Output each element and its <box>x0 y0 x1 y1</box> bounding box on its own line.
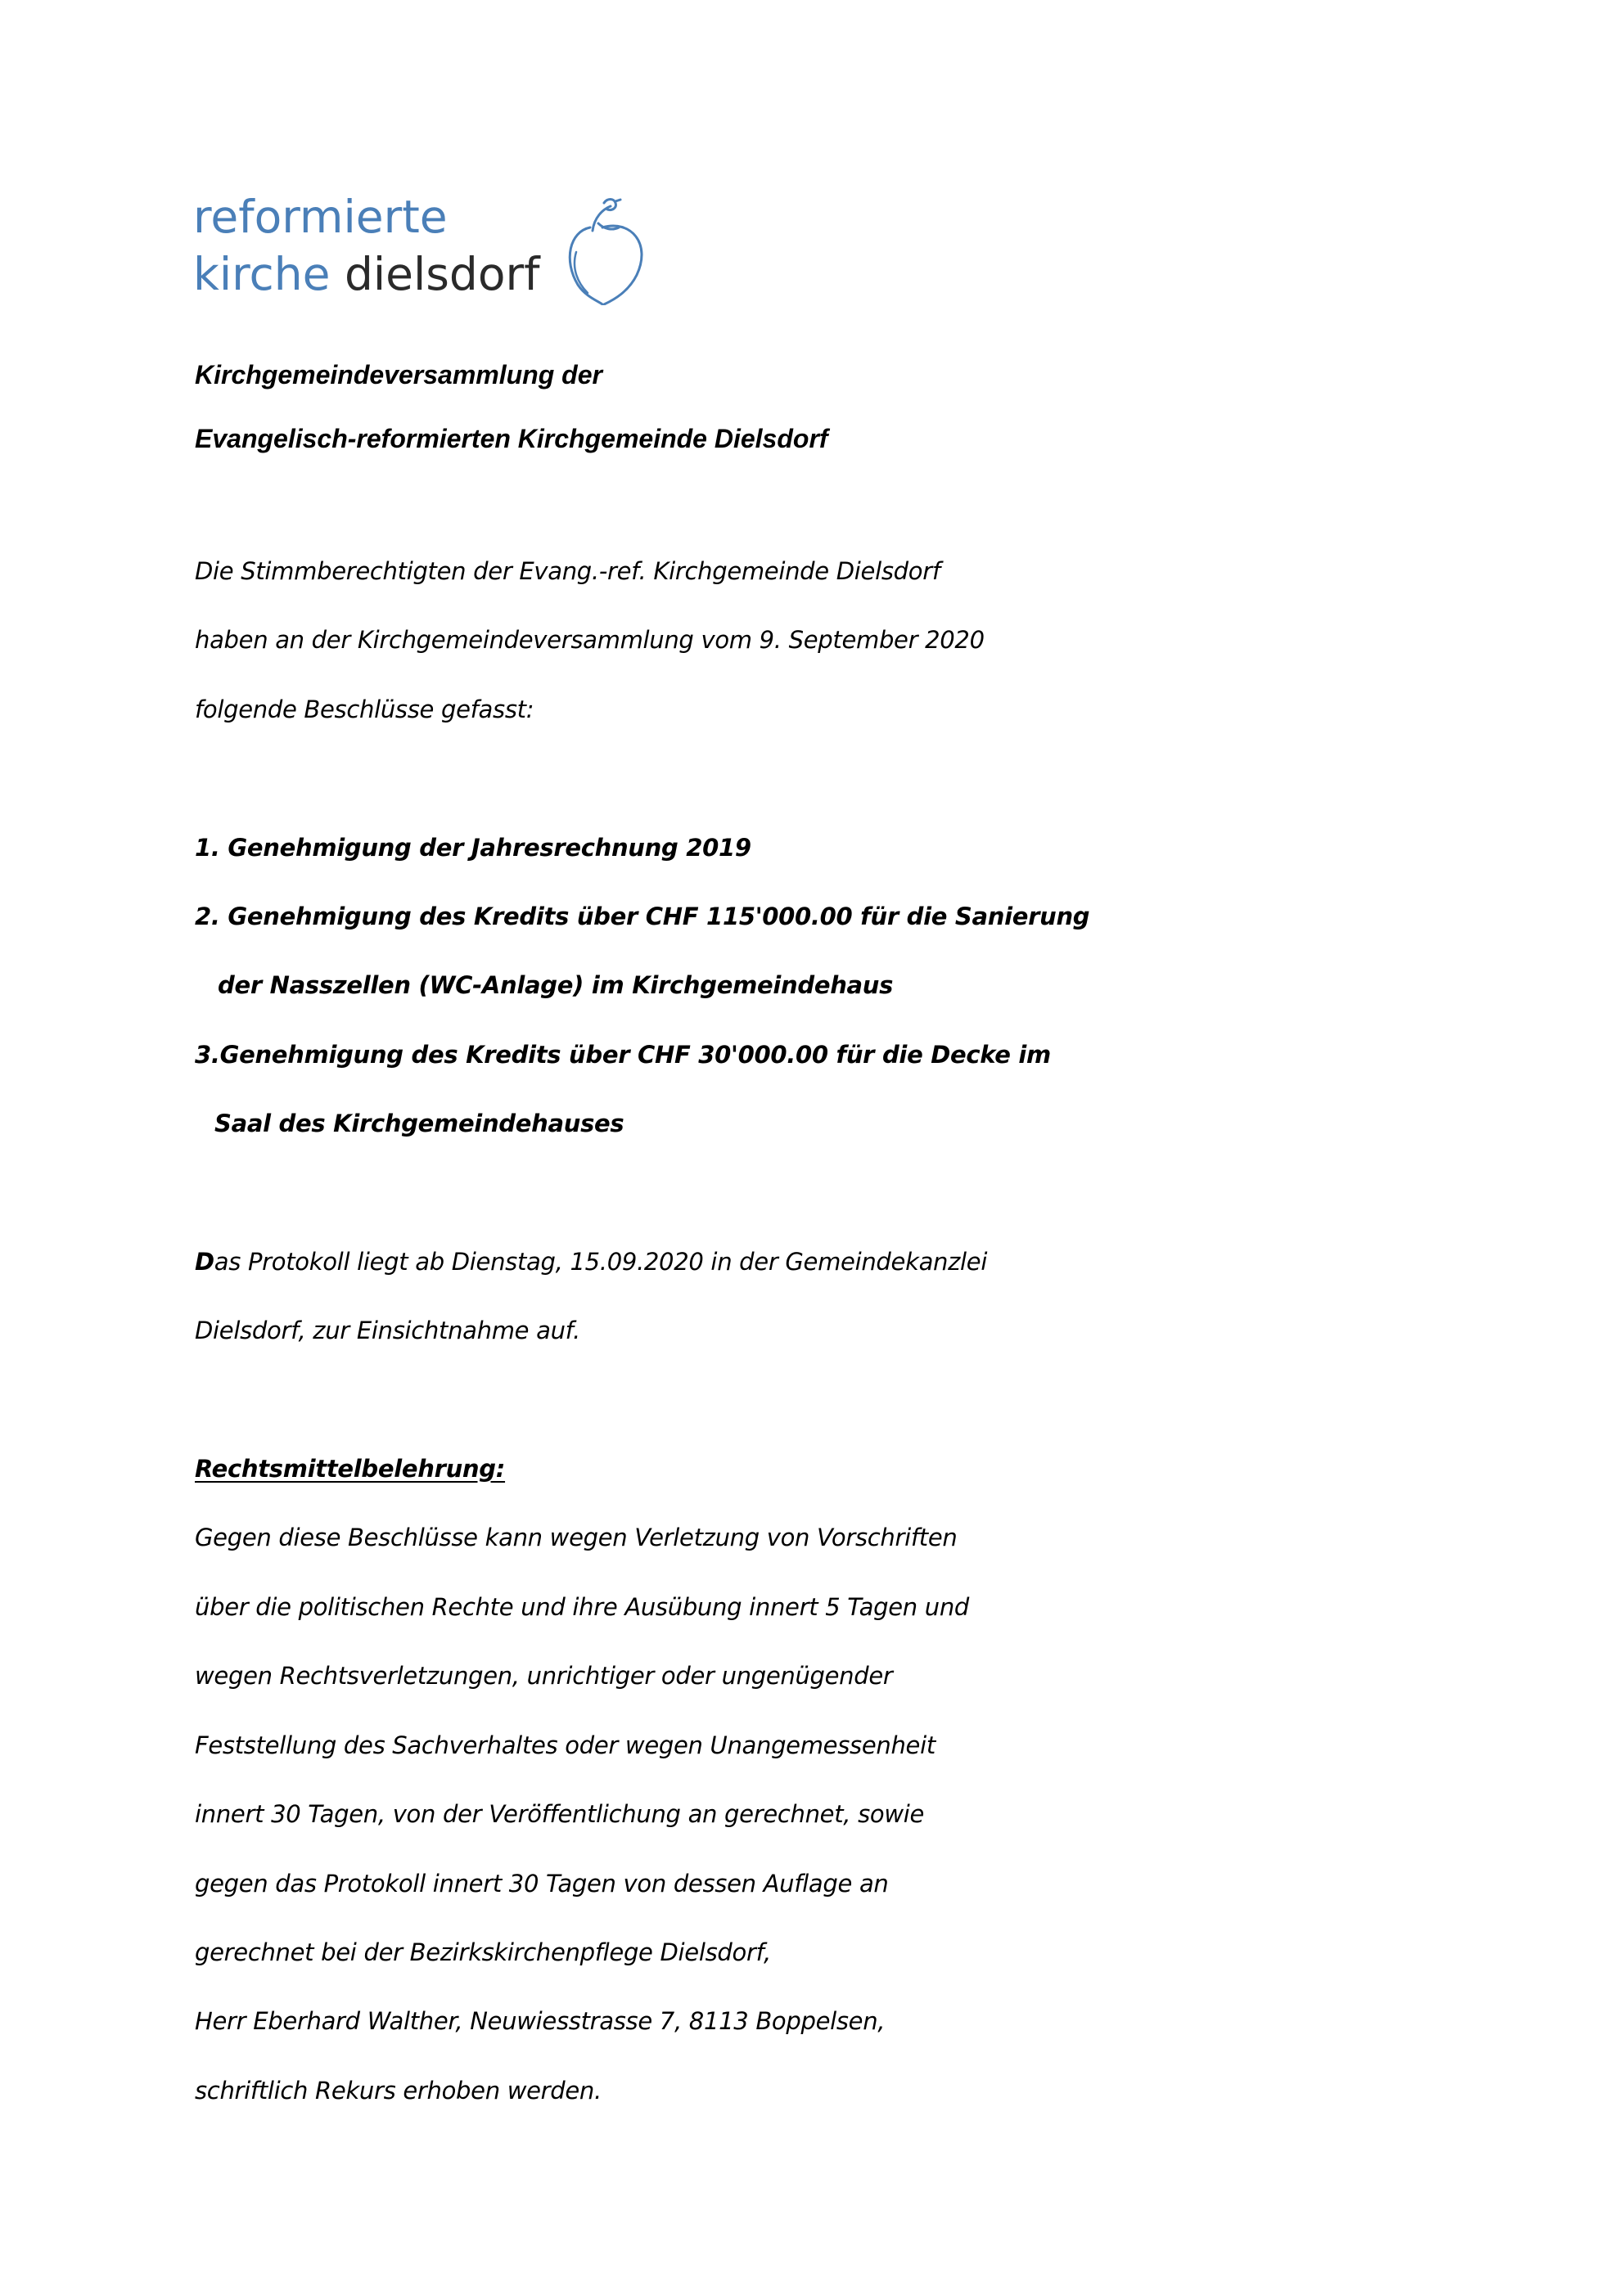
legal-line: Herr Eberhard Walther, Neuwiesstrasse 7, 8113 Boppelsen, <box>195 2007 886 2035</box>
protocol-first-letter: D <box>195 1248 214 1276</box>
decision-3-continued: Saal des Kirchgemeindehauses <box>214 1110 624 1137</box>
legal-line: schriftlich Rekurs erhoben werden. <box>195 2077 602 2105</box>
legal-title: Rechtsmittelbelehrung: <box>195 1455 506 1483</box>
legal-line: Gegen diese Beschlüsse kann wegen Verletzung von Vorschriften <box>195 1524 958 1551</box>
decision-3: 3.Genehmigung des Kredits über CHF 30'000.00 für die Decke im <box>195 1041 1051 1069</box>
decision-2: 2. Genehmigung des Kredits über CHF 115'000.00 für die Sanierung <box>195 903 1090 930</box>
logo-line-reformierte: reformierte <box>193 191 448 243</box>
dove-heart-icon <box>553 195 651 305</box>
logo-word-dielsdorf: dielsdorf <box>344 248 540 300</box>
legal-line: Feststellung des Sachverhaltes oder wegen Unangemessenheit <box>195 1731 935 1759</box>
intro-line-2: haben an der Kirchgemeindeversammlung vom 9. September 2020 <box>195 626 985 654</box>
intro-line-3: folgende Beschlüsse gefasst: <box>195 696 534 723</box>
logo-word-kirche: kirche <box>193 248 331 300</box>
protocol-line-2: Dielsdorf, zur Einsichtnahme auf. <box>195 1317 580 1344</box>
heading-line-2: Evangelisch-reformierten Kirchgemeinde Dielsdorf <box>195 424 828 453</box>
protocol-line-1 <box>195 1248 987 1276</box>
legal-line: gegen das Protokoll innert 30 Tagen von dessen Auflage an <box>195 1870 889 1898</box>
heading-line-1: Kirchgemeindeversammlung der <box>195 360 602 389</box>
legal-line: gerechnet bei der Bezirkskirchenpflege Dielsdorf, <box>195 1938 771 1966</box>
protocol-line-1-rest: as Protokoll liegt ab Dienstag, 15.09.2020 in der Gemeindekanzlei <box>214 1248 988 1276</box>
legal-line: innert 30 Tagen, von der Veröffentlichung an gerechnet, sowie <box>195 1800 925 1828</box>
legal-line: über die politischen Rechte und ihre Ausübung innert 5 Tagen und <box>195 1593 970 1621</box>
legal-line: wegen Rechtsverletzungen, unrichtiger oder ungenügender <box>195 1662 893 1690</box>
intro-line-1: Die Stimmberechtigten der Evang.-ref. Kirchgemeinde Dielsdorf <box>195 557 940 585</box>
decision-1: 1. Genehmigung der Jahresrechnung 2019 <box>195 834 751 862</box>
church-logo <box>193 191 651 309</box>
decision-2-continued: der Nasszellen (WC-Anlage) im Kirchgemeindehaus <box>218 971 894 999</box>
logo-line-kirche-dielsdorf <box>193 248 540 300</box>
